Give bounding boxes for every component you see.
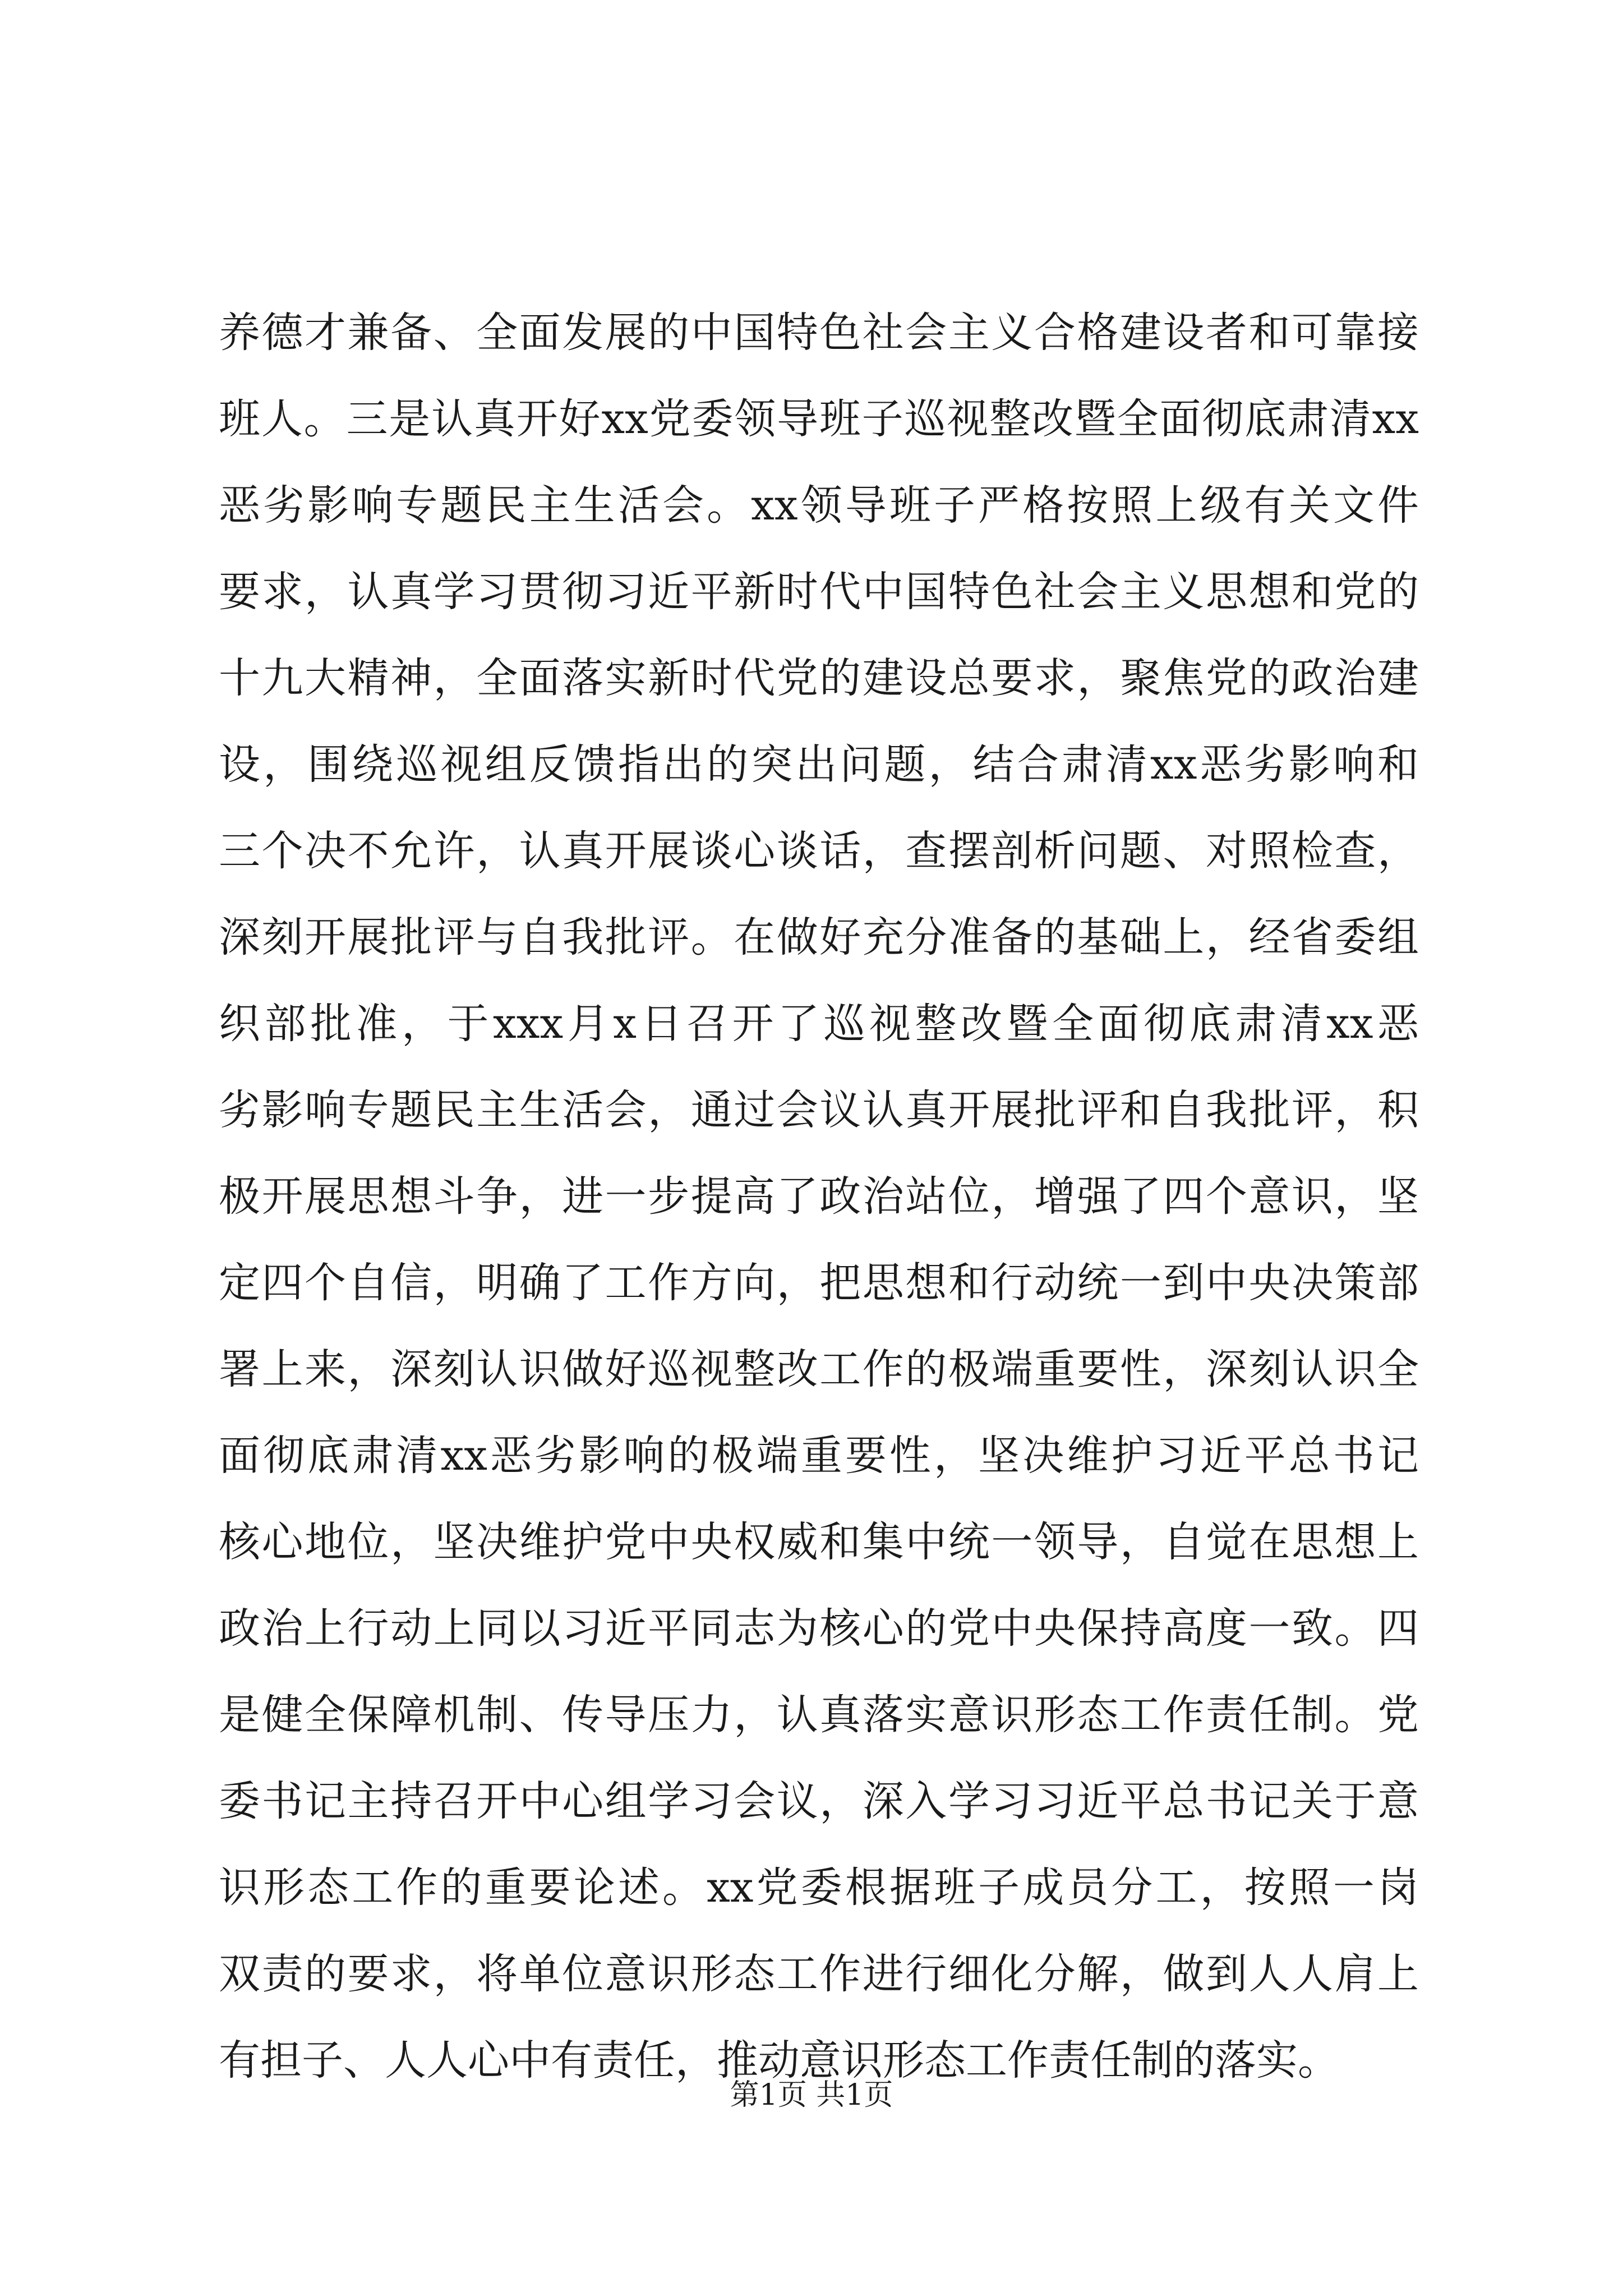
text-line: 恶劣影响专题民主生活会。xx领导班子严格按照上级有关文件	[219, 481, 1419, 530]
text-line: 有担子、人人心中有责任，推动意识形态工作责任制的落实。	[219, 2036, 1339, 2085]
text-line: 深刻开展批评与自我批评。在做好充分准备的基础上，经省委组	[219, 913, 1419, 961]
text-line: 班人。三是认真开好xx党委领导班子巡视整改暨全面彻底肃清xx	[219, 395, 1419, 443]
text-line: 养德才兼备、全面发展的中国特色社会主义合格建设者和可靠接	[219, 309, 1419, 357]
text-line: 署上来，深刻认识做好巡视整改工作的极端重要性，深刻认识全	[219, 1345, 1419, 1393]
text-line: 委书记主持召开中心组学习会议，深入学习习近平总书记关于意	[219, 1777, 1419, 1825]
text-line: 织部批准，于xxx月x日召开了巡视整改暨全面彻底肃清xx恶	[219, 1000, 1419, 1048]
page-footer	[0, 2076, 1623, 2115]
text-line: 十九大精神，全面落实新时代党的建设总要求，聚焦党的政治建	[219, 654, 1419, 702]
text-line: 面彻底肃清xx恶劣影响的极端重要性，坚决维护习近平总书记	[219, 1432, 1419, 1480]
text-line: 极开展思想斗争，进一步提高了政治站位，增强了四个意识，坚	[219, 1172, 1419, 1221]
text-line: 三个决不允许，认真开展谈心谈话，查摆剖析问题、对照检查，	[219, 827, 1419, 875]
body-paragraph	[219, 289, 1419, 2104]
text-line: 定四个自信，明确了工作方向，把思想和行动统一到中央决策部	[219, 1259, 1419, 1307]
text-line: 双责的要求，将单位意识形态工作进行细化分解，做到人人肩上	[219, 1950, 1419, 1998]
text-line: 是健全保障机制、传导压力，认真落实意识形态工作责任制。党	[219, 1691, 1419, 1739]
text-line: 核心地位，坚决维护党中央权威和集中统一领导，自觉在思想上	[219, 1518, 1419, 1566]
page-number-label: 第1页 共1页	[730, 2078, 893, 2112]
text-line: 要求，认真学习贯彻习近平新时代中国特色社会主义思想和党的	[219, 568, 1419, 616]
text-line: 政治上行动上同以习近平同志为核心的党中央保持高度一致。四	[219, 1604, 1419, 1653]
text-line: 设，围绕巡视组反馈指出的突出问题，结合肃清xx恶劣影响和	[219, 740, 1419, 789]
text-line: 识形态工作的重要论述。xx党委根据班子成员分工，按照一岗	[219, 1864, 1419, 1912]
text-line: 劣影响专题民主生活会，通过会议认真开展批评和自我批评，积	[219, 1086, 1419, 1134]
